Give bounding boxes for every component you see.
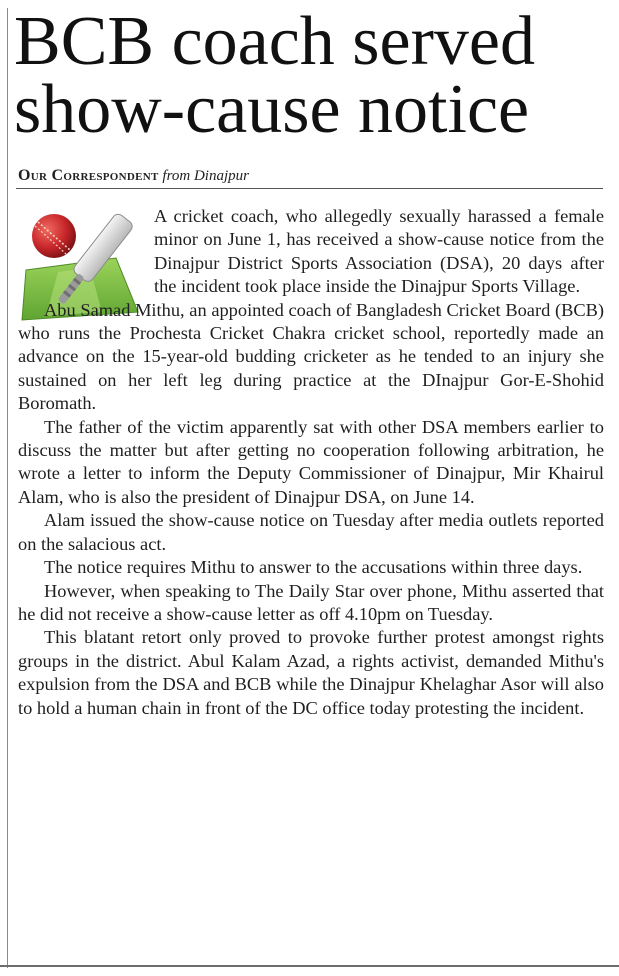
- left-column-rule: [7, 8, 8, 968]
- byline: [18, 167, 249, 185]
- article-paragraph: The father of the victim apparently sat with other DSA members earlier to discuss the matter but after getting no cooperation following arbitration, he wrote a letter to inform the Deputy Commissioner of Dinajpur, Mir Khairul Alam, who is also the president of Dinajpur DSA, on June 14.: [18, 416, 604, 507]
- headline: BCB coach served show-cause notice: [14, 3, 535, 148]
- article-paragraph: This blatant retort only proved to provoke further protest amongst rights groups in the district. Abul Kalam Azad, a rights activist, demanded Mithu's expulsion from the DSA and BCB while the Dinajpur Khelaghar Asor will also to hold a human chain in front of the DC office today protesting the incident.: [18, 627, 604, 718]
- article-paragraph: Abu Samad Mithu, an appointed coach of Bangladesh Cricket Board (BCB) who runs the Prochesta Cricket Chakra cricket school, reportedly made an advance on the 15-year-old budding cricketer as he tended to an injury she sustained on her left leg during practice at the DInajpur Gor-E-Shohid Boromath.: [18, 299, 604, 414]
- byline-divider: [16, 188, 603, 189]
- article-body: [18, 205, 604, 720]
- byline-correspondent: Our Correspondent: [18, 167, 159, 184]
- article-paragraph: The notice requires Mithu to answer to the accusations within three days.: [44, 557, 583, 578]
- article-paragraph: Alam issued the show-cause notice on Tuesday after media outlets reported on the salacious act.: [18, 510, 604, 554]
- bottom-rule: [0, 965, 619, 967]
- byline-location: from Dinajpur: [162, 168, 249, 184]
- article-paragraph: However, when speaking to The Daily Star over phone, Mithu asserted that he did not receive a show-cause letter as off 4.10pm on Tuesday.: [18, 580, 604, 624]
- article-paragraph: A cricket coach, who allegedly sexually harassed a female minor on June 1, has received a show-cause notice from the Dinajpur District Sports Association (DSA), 20 days after the incident took place inside the Dinajpur Sports Village.: [154, 206, 604, 297]
